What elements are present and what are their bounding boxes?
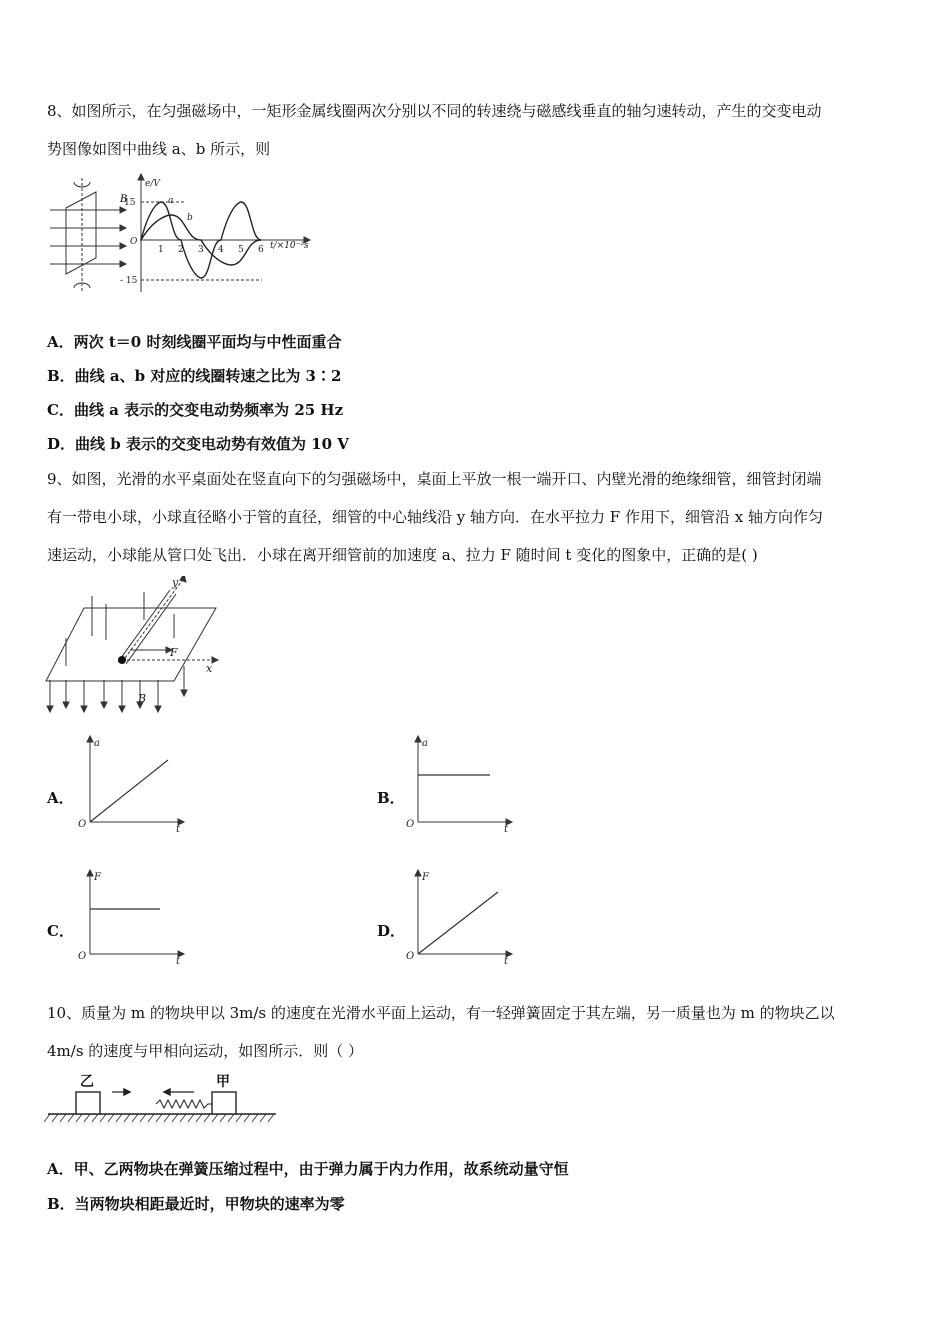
t-axis-label: t/×10⁻²s: [270, 241, 309, 251]
emf-graph: [138, 174, 310, 292]
q10-stem-line1: 10、质量为 m 的物块甲以 3m/s 的速度在光滑水平面上运动，有一轻弹簧固定于其左端，另一质量也为 m 的物块乙以: [47, 1004, 835, 1022]
coil-diagram: [50, 178, 126, 292]
origin-label: O: [130, 237, 138, 247]
field-label: B: [120, 194, 128, 205]
graph-a-xaxis: t: [176, 824, 181, 834]
block-yi: [76, 1092, 100, 1114]
graph-d-line: [418, 892, 498, 954]
q10-stem-line2: 4m/s 的速度与甲相向运动，如图所示．则（ ）: [47, 1042, 364, 1060]
graph-b-xaxis: t: [504, 824, 509, 834]
q10-option-b: B．当两物块相距最近时，甲物块的速率为零: [47, 1195, 345, 1213]
y-axis-label: y: [172, 576, 179, 589]
q9-stem-line1: 9、如图，光滑的水平桌面处在竖直向下的匀强磁场中，桌面上平放一根一端开口、内壁光滑的绝缘细管，细管封闭端: [47, 470, 822, 488]
q9-option-b-label: B．: [377, 789, 405, 807]
q8-option-a: A．两次 t＝0 时刻线圈平面均与中性面重合: [47, 333, 342, 351]
graph-d-origin: O: [406, 951, 415, 962]
graph-b-origin: O: [406, 819, 415, 830]
q10-option-a: A．甲、乙两物块在弹簧压缩过程中，由于弹力属于内力作用，故系统动量守恒: [47, 1160, 569, 1178]
q8-option-d: D．曲线 b 表示的交变电动势有效值为 10 V: [47, 435, 349, 453]
graph-c-yaxis: F: [94, 872, 101, 883]
graph-b-yaxis: a: [422, 738, 428, 749]
q9-stem-line3: 速运动，小球能从管口处飞出．小球在离开细管前的加速度 a、拉力 F 随时间 t 变化的图象中，正确的是( ): [47, 546, 758, 564]
tick-3: 3: [198, 245, 204, 255]
q9-graph-b: [400, 734, 520, 834]
graph-a-origin: O: [78, 819, 87, 830]
q8-option-b: B．曲线 a、b 对应的线圈转速之比为 3∶2: [47, 367, 342, 385]
q8-stem-line2: 势图像如图中曲线 a、b 所示，则: [47, 140, 271, 158]
curve-b-label: b: [187, 213, 193, 223]
graph-d-yaxis: F: [422, 872, 429, 883]
charged-ball: [118, 656, 126, 664]
block-jia-label: 甲: [216, 1074, 230, 1090]
curve-a-label: a: [168, 196, 174, 206]
q9-graph-d: [400, 868, 520, 968]
graph-c-origin: O: [78, 951, 87, 962]
graph-c-xaxis: t: [176, 956, 181, 967]
q9-option-c-label: C．: [47, 922, 74, 940]
q9-figure: [44, 576, 234, 716]
q10-figure: [44, 1072, 278, 1128]
graph-d-xaxis: t: [504, 956, 509, 967]
force-label: F: [170, 646, 178, 659]
tick-5: 5: [238, 245, 244, 255]
q9-graph-a: [72, 734, 192, 834]
spring: [156, 1100, 212, 1108]
graph-a-yaxis: a: [94, 738, 100, 749]
q9-option-d-label: D．: [377, 922, 406, 940]
tick-4: 4: [218, 245, 224, 255]
tick-6: 6: [258, 245, 264, 255]
q8-stem-line1: 8、如图所示，在匀强磁场中，一矩形金属线圈两次分别以不同的转速绕与磁感线垂直的轴匀速转动，产生的交变电动: [47, 102, 822, 120]
block-yi-label: 乙: [80, 1074, 94, 1090]
block-jia: [212, 1092, 236, 1114]
q9-option-a-label: A．: [47, 789, 74, 807]
x-axis-label: x: [206, 662, 213, 675]
y-top-label: 15: [124, 198, 136, 208]
y-bottom-label: - 15: [120, 276, 138, 286]
graph-a-line: [90, 760, 168, 822]
q9-stem-line2: 有一带电小球，小球直径略小于管的直径，细管的中心轴线沿 y 轴方向．在水平拉力 F 作用下，细管沿 x 轴方向作匀: [47, 508, 823, 526]
tick-1: 1: [158, 245, 164, 255]
q8-figure: [44, 170, 314, 298]
e-axis-label: e/V: [145, 179, 160, 189]
q9-graph-c: [72, 868, 192, 968]
tick-2: 2: [178, 245, 184, 255]
field-b-label: B: [138, 692, 147, 705]
q8-option-c: C．曲线 a 表示的交变电动势频率为 25 Hz: [47, 401, 344, 419]
